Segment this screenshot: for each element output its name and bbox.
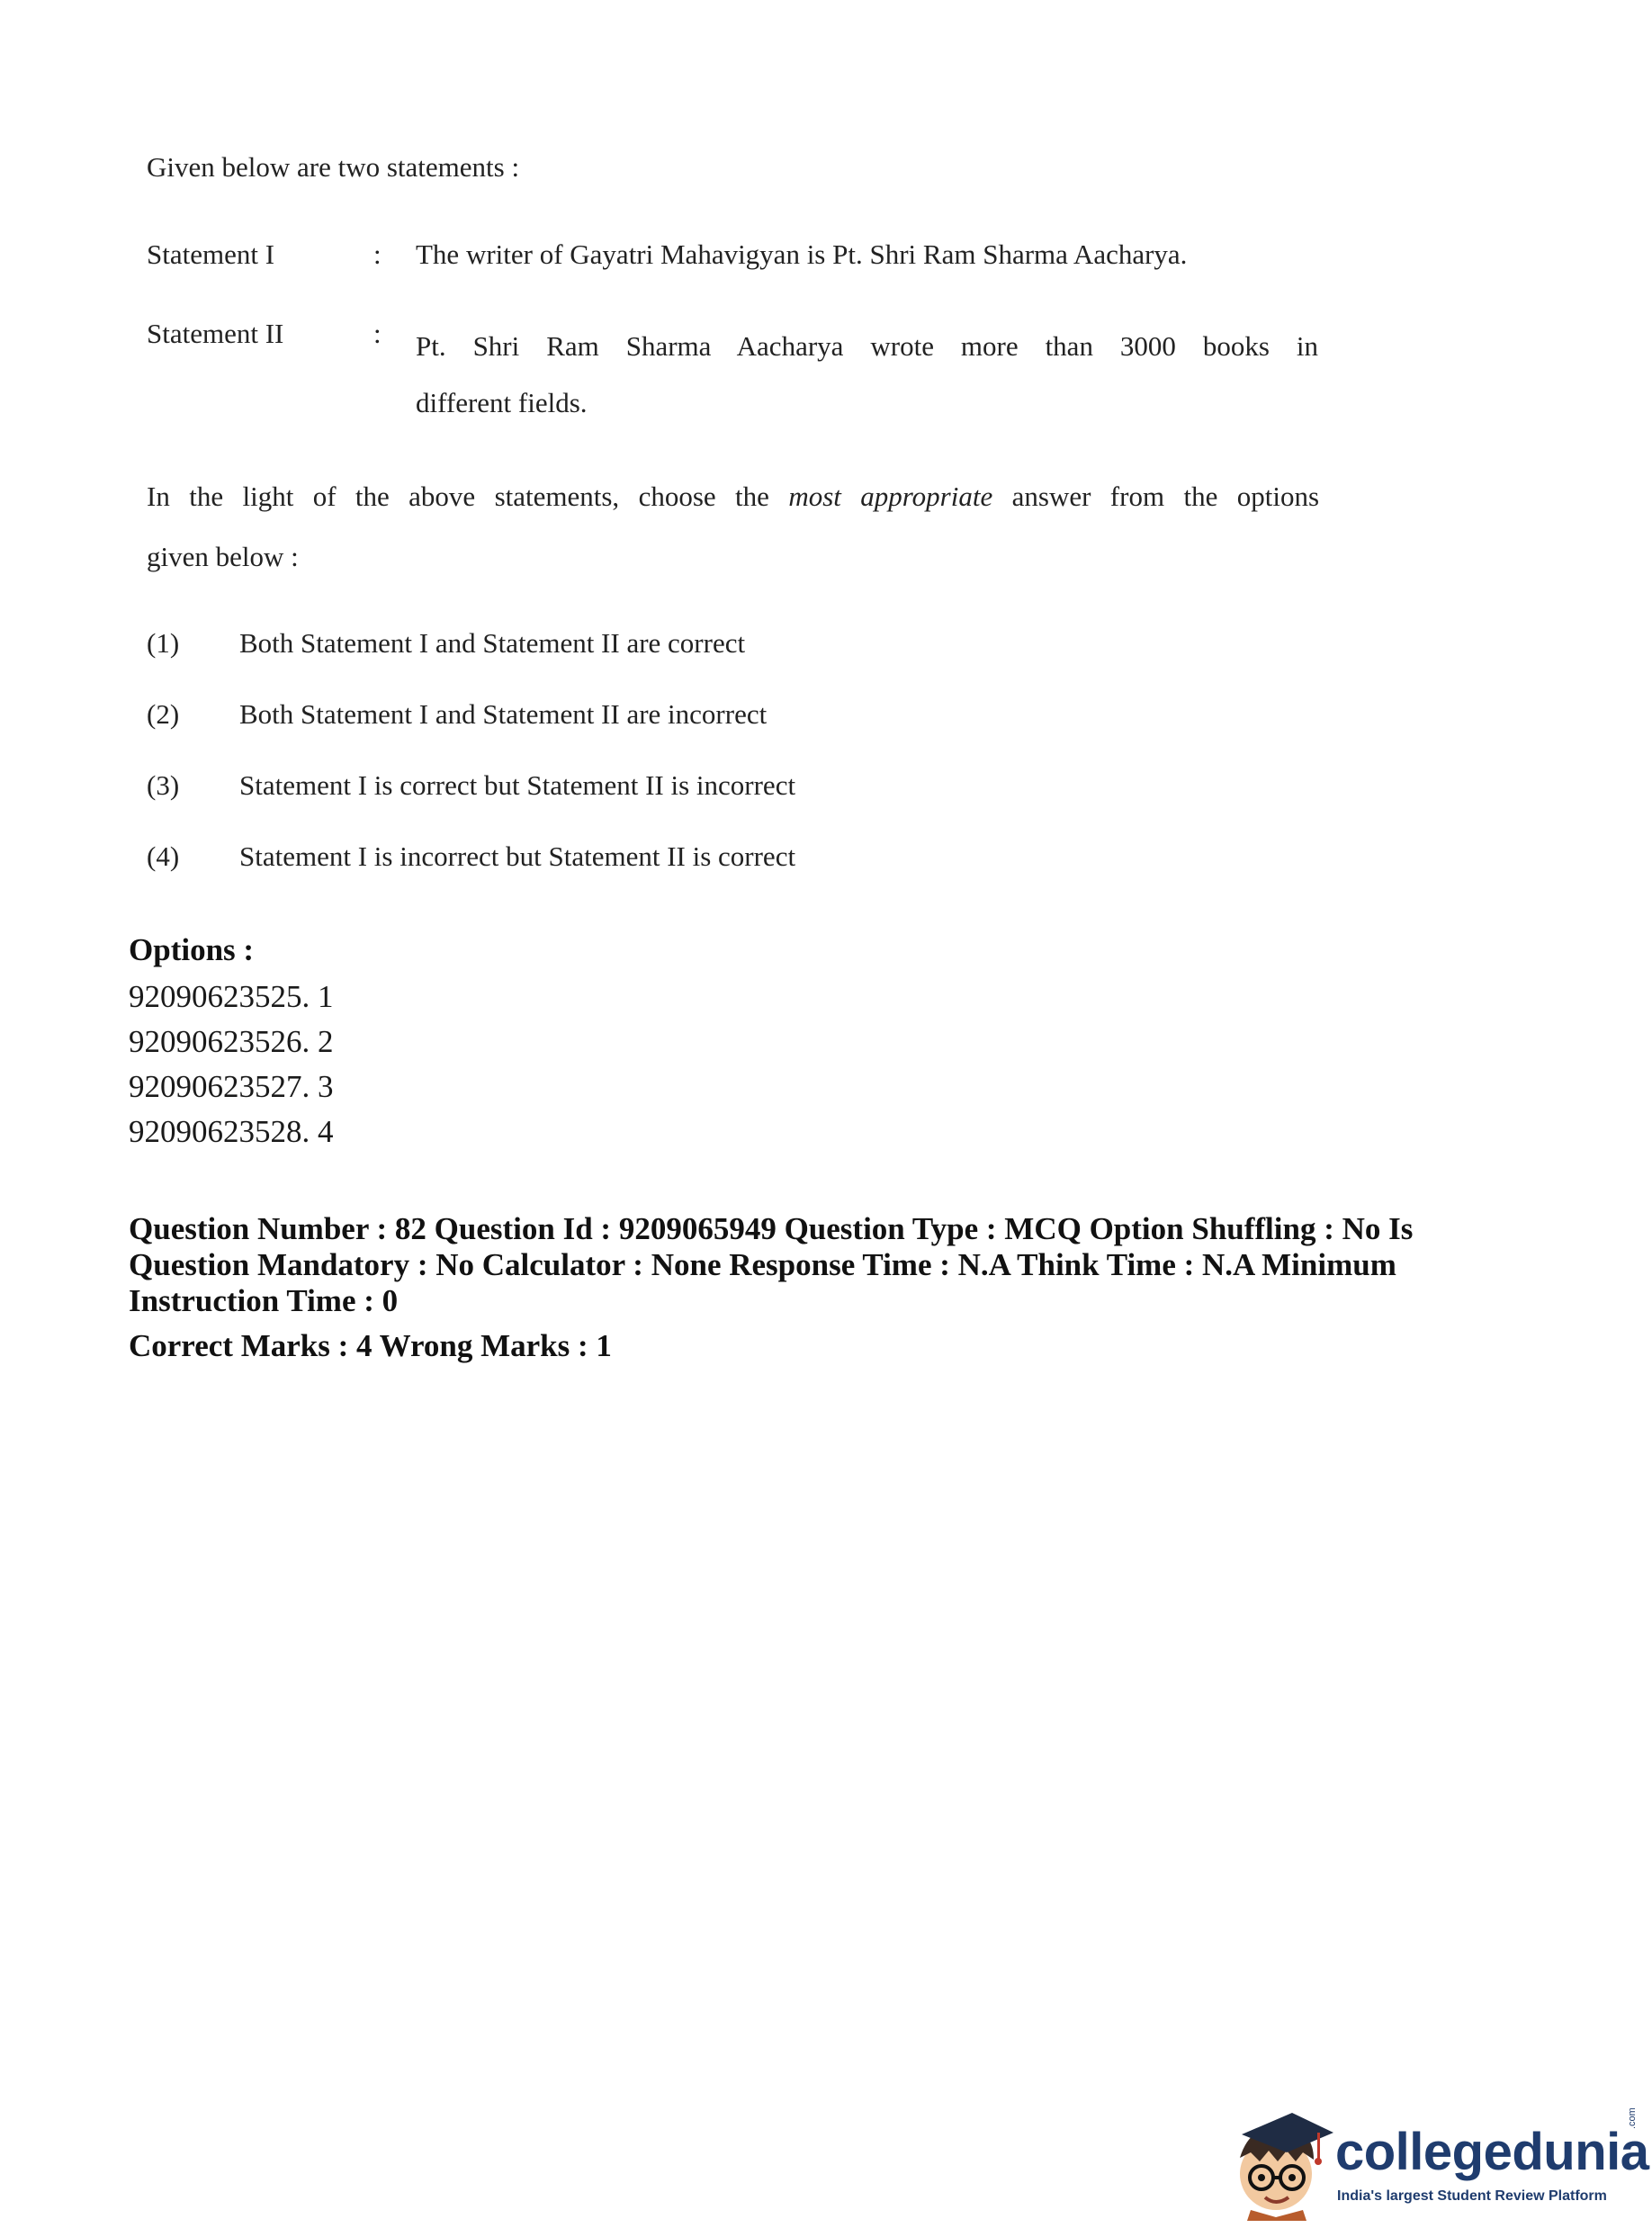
statement-2-colon: :: [373, 318, 382, 349]
collegedunia-logo: [1224, 2104, 1647, 2221]
options-list: [129, 975, 334, 1154]
logo-tagline: India's largest Student Review Platform: [1337, 2188, 1607, 2204]
question-intro: Given below are two statements :: [147, 151, 520, 183]
option-item: 92090623528. 4: [129, 1114, 334, 1149]
options-heading: Options :: [129, 932, 255, 967]
choice-2-number: (2): [147, 698, 180, 730]
choice-4-number: (4): [147, 840, 180, 872]
lead-text-b: answer from the options: [992, 481, 1320, 512]
statement-1-colon: :: [373, 238, 382, 270]
logo-suffix: .com: [1627, 2107, 1638, 2129]
choice-4-text: Statement I is incorrect but Statement II is correct: [239, 840, 796, 872]
question-marks: Correct Marks : 4 Wrong Marks : 1: [129, 1328, 612, 1363]
option-item: 92090623526. 2: [129, 1024, 334, 1059]
choice-1-text: Both Statement I and Statement II are correct: [239, 627, 746, 659]
question-lead-line-2: given below :: [147, 541, 299, 572]
statement-2-text: [416, 318, 1318, 431]
lead-text-a: In the light of the above statements, choose the: [147, 481, 789, 512]
option-item: 92090623525. 1: [129, 979, 334, 1014]
statement-1-label: Statement I: [147, 238, 275, 270]
choice-1-number: (1): [147, 627, 180, 659]
choice-2-text: Both Statement I and Statement II are incorrect: [239, 698, 768, 730]
question-lead: [147, 466, 1319, 587]
choice-3-text: Statement I is correct but Statement II is incorrect: [239, 769, 796, 801]
question-scan: [0, 0, 1652, 900]
lead-emphasis: most appropriate: [788, 481, 993, 512]
choice-3-number: (3): [147, 769, 180, 801]
logo-wordmark: collegedunia: [1335, 2123, 1649, 2181]
question-lead-line-1: [147, 466, 1319, 526]
statement-2-line-1: Pt. Shri Ram Sharma Aacharya wrote more than 3000 books in: [416, 330, 1318, 362]
mascot-icon: [1224, 2104, 1335, 2221]
option-item: 92090623527. 3: [129, 1069, 334, 1104]
statement-2-label: Statement II: [147, 318, 284, 349]
statement-2-line-2: different fields.: [416, 387, 588, 418]
question-details: Question Number : 82 Question Id : 9209065949 Question Type : MCQ Option Shuffling : No Is Question Mandatory : No Calculator : None Response Time : N.A Think Time : N.A Minimum Instruction Time : 0: [129, 1211, 1414, 1318]
statement-1-text: The writer of Gayatri Mahavigyan is Pt. Shri Ram Sharma Aacharya.: [416, 238, 1188, 270]
